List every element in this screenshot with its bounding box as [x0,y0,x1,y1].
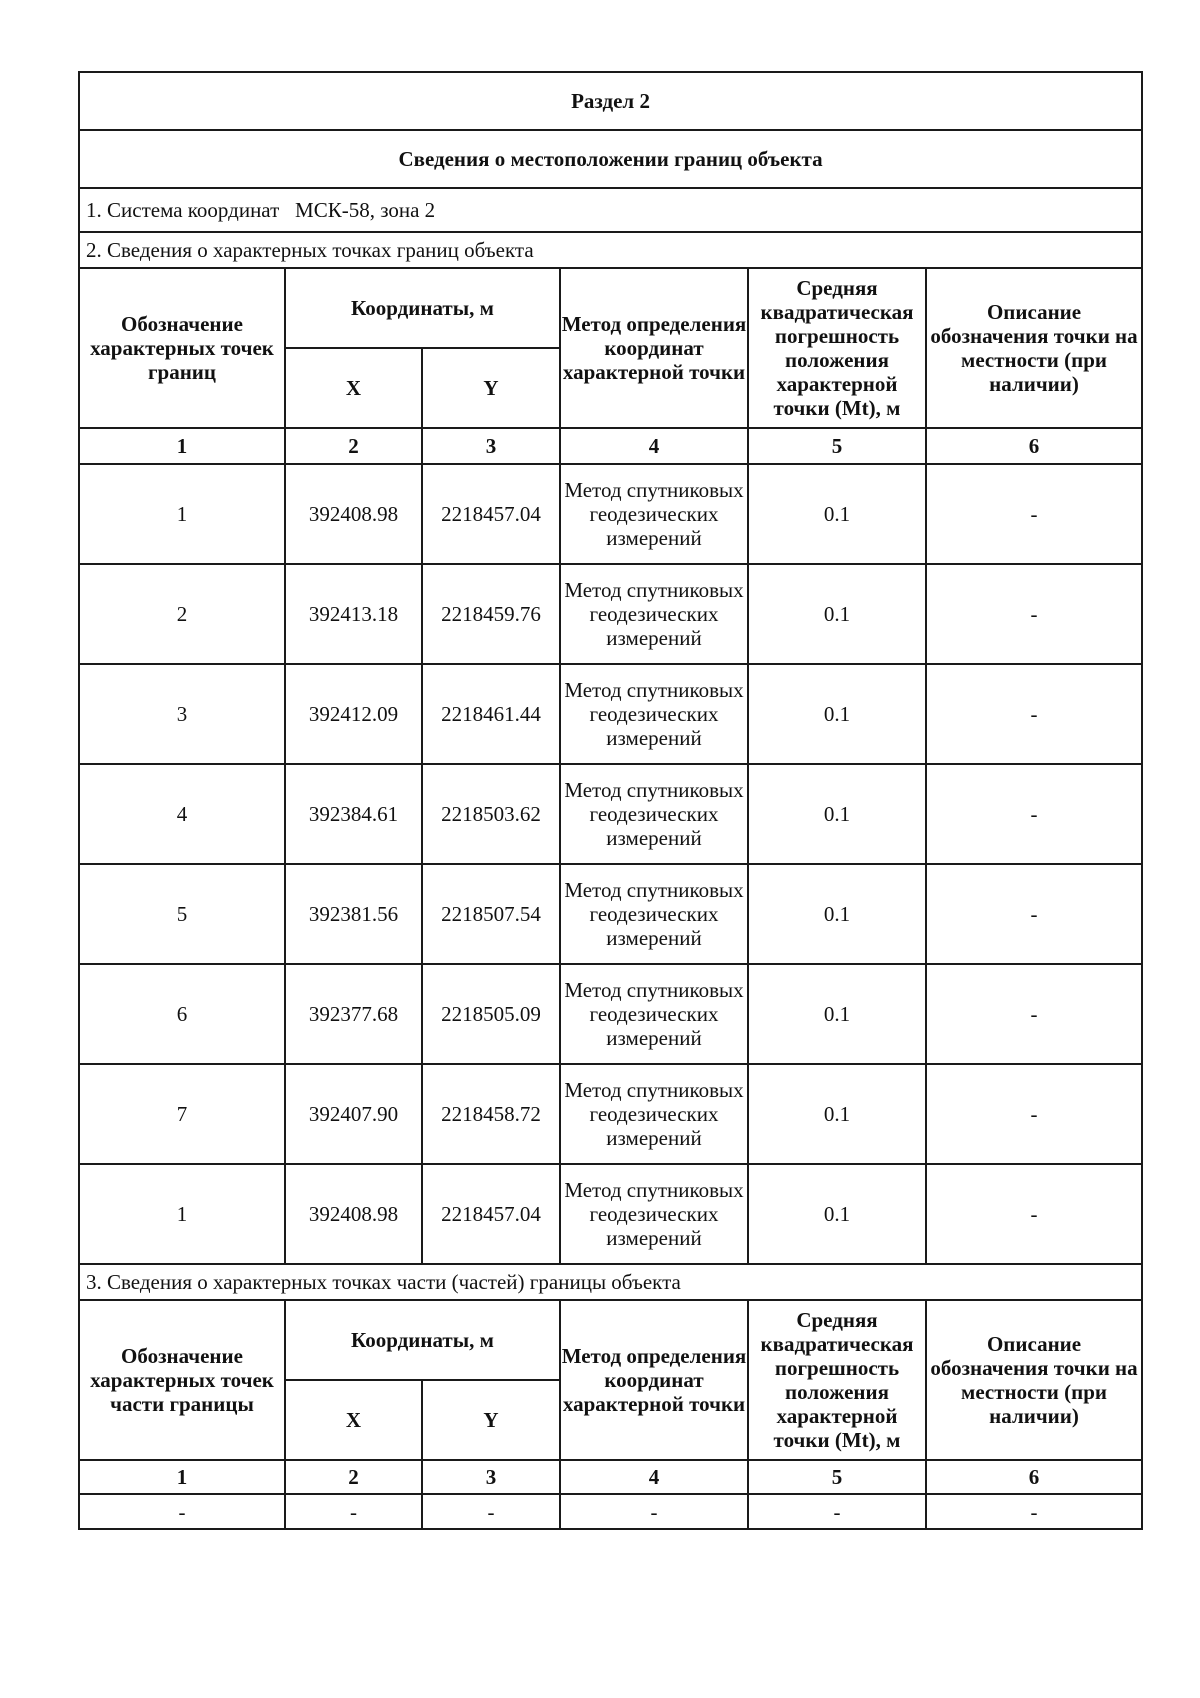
header-designation: Обозначение характерных точек границ [79,268,285,428]
column-number: 6 [926,428,1142,464]
header-description: Описание обозначения точки на местности (при наличии) [926,1300,1142,1460]
table-row [79,1064,1142,1164]
y-cell: 2218507.54 [422,864,560,964]
parts-section-title: 3. Сведения о характерных точках части (частей) границы объекта [79,1264,1142,1300]
section-title: Раздел 2 [79,72,1142,130]
point-cell: 1 [79,464,285,564]
header-description: Описание обозначения точки на местности (при наличии) [926,268,1142,428]
coordinate-system-value: МСК-58, зона 2 [295,198,436,222]
method-cell: Метод спутниковых геодезических измерений [560,1164,748,1264]
table-row [79,464,1142,564]
table-row [79,564,1142,664]
description-cell: - [926,564,1142,664]
table-row [79,1164,1142,1264]
column-number-row [79,428,1142,464]
point-cell: 3 [79,664,285,764]
method-cell: Метод спутниковых геодезических измерений [560,864,748,964]
header-coordinates: Координаты, м [285,1300,560,1380]
x-cell: 392381.56 [285,864,422,964]
column-number: 5 [748,1460,926,1494]
x-cell: 392384.61 [285,764,422,864]
table-row [79,864,1142,964]
y-cell: 2218503.62 [422,764,560,864]
y-cell: 2218458.72 [422,1064,560,1164]
section-subtitle: Сведения о местоположении границ объекта [79,130,1142,188]
column-number: 1 [79,428,285,464]
description-cell: - [926,1494,1142,1529]
description-cell: - [926,964,1142,1064]
point-cell: 5 [79,864,285,964]
point-cell: 7 [79,1064,285,1164]
table-row [79,964,1142,1064]
column-number: 1 [79,1460,285,1494]
error-cell: 0.1 [748,764,926,864]
y-cell: 2218459.76 [422,564,560,664]
header-method: Метод определения координат характерной точки [560,1300,748,1460]
y-cell: 2218457.04 [422,1164,560,1264]
column-number: 5 [748,428,926,464]
error-cell: 0.1 [748,564,926,664]
y-cell: 2218505.09 [422,964,560,1064]
description-cell: - [926,664,1142,764]
y-cell: - [422,1494,560,1529]
error-cell: 0.1 [748,664,926,764]
error-cell: - [748,1494,926,1529]
table-row [79,764,1142,864]
method-cell: Метод спутниковых геодезических измерений [560,964,748,1064]
x-cell: 392408.98 [285,1164,422,1264]
column-number: 4 [560,1460,748,1494]
column-number: 2 [285,428,422,464]
x-cell: - [285,1494,422,1529]
header-y: Y [422,1380,560,1460]
error-cell: 0.1 [748,964,926,1064]
header-error: Средняя квадратическая погрешность положения характерной точки (Mt), м [748,1300,926,1460]
table-row [79,1494,1142,1529]
method-cell: Метод спутниковых геодезических измерений [560,764,748,864]
header-x: X [285,348,422,428]
y-cell: 2218457.04 [422,464,560,564]
x-cell: 392413.18 [285,564,422,664]
x-cell: 392407.90 [285,1064,422,1164]
error-cell: 0.1 [748,1164,926,1264]
coordinate-system-label: 1. Система координат [86,198,280,222]
table-row [79,664,1142,764]
coordinate-system-row [79,188,1142,232]
description-cell: - [926,464,1142,564]
column-number: 3 [422,428,560,464]
point-cell: 1 [79,1164,285,1264]
x-cell: 392412.09 [285,664,422,764]
point-cell: 4 [79,764,285,864]
method-cell: Метод спутниковых геодезических измерений [560,564,748,664]
description-cell: - [926,1064,1142,1164]
point-cell: 2 [79,564,285,664]
points-section-title: 2. Сведения о характерных точках границ объекта [79,232,1142,268]
header-error: Средняя квадратическая погрешность положения характерной точки (Mt), м [748,268,926,428]
method-cell: Метод спутниковых геодезических измерений [560,1064,748,1164]
method-cell: Метод спутниковых геодезических измерений [560,464,748,564]
point-cell: - [79,1494,285,1529]
description-cell: - [926,1164,1142,1264]
method-cell: Метод спутниковых геодезических измерений [560,664,748,764]
header-x: X [285,1380,422,1460]
error-cell: 0.1 [748,464,926,564]
header-y: Y [422,348,560,428]
y-cell: 2218461.44 [422,664,560,764]
point-cell: 6 [79,964,285,1064]
header-designation: Обозначение характерных точек части границы [79,1300,285,1460]
column-number: 3 [422,1460,560,1494]
error-cell: 0.1 [748,1064,926,1164]
x-cell: 392408.98 [285,464,422,564]
column-number: 2 [285,1460,422,1494]
column-number: 6 [926,1460,1142,1494]
column-number: 4 [560,428,748,464]
header-method: Метод определения координат характерной точки [560,268,748,428]
method-cell: - [560,1494,748,1529]
error-cell: 0.1 [748,864,926,964]
description-cell: - [926,764,1142,864]
section-2-table [78,71,1143,1530]
column-number-row [79,1460,1142,1494]
description-cell: - [926,864,1142,964]
x-cell: 392377.68 [285,964,422,1064]
header-coordinates: Координаты, м [285,268,560,348]
